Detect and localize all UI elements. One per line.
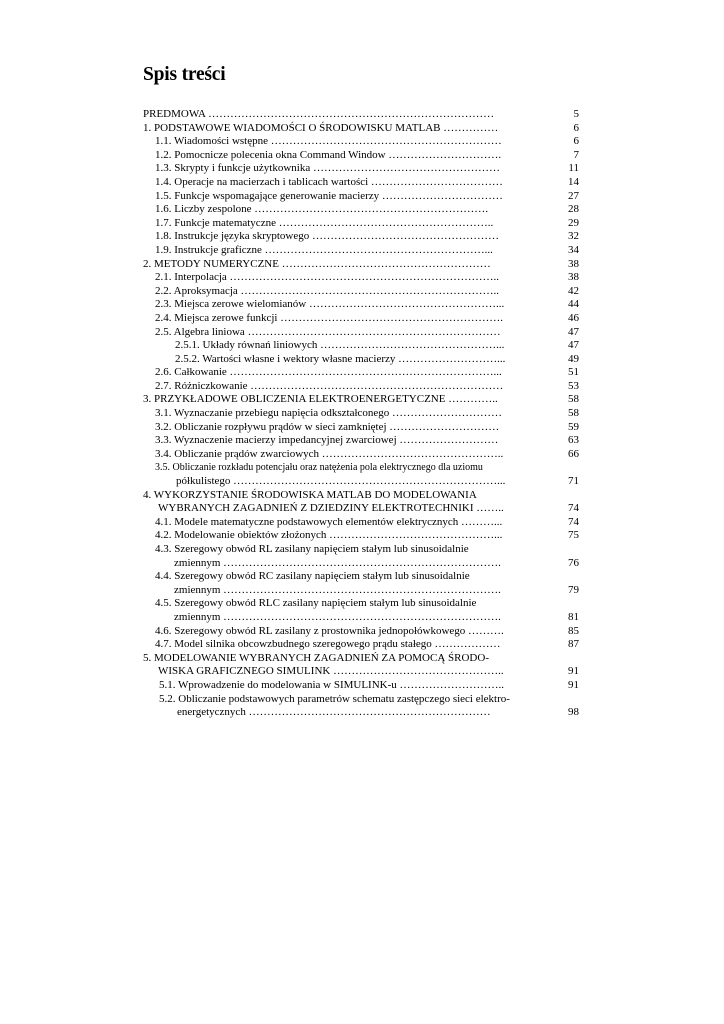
toc-entry-page: 71 — [568, 475, 579, 488]
toc-entry — [0, 475, 724, 489]
toc-entry — [0, 312, 724, 326]
toc-entry-page: 44 — [568, 298, 579, 311]
toc-entry-page: 6 — [573, 135, 579, 148]
toc-entry — [0, 584, 724, 598]
toc-entry — [0, 597, 724, 611]
toc-entry — [0, 298, 724, 312]
toc-entry-title: 2.5.1. Układy równań liniowych …………………………………………... — [175, 339, 505, 352]
toc-entry — [0, 258, 724, 272]
toc-entry-page: 27 — [568, 189, 579, 202]
toc-entry-page: 76 — [568, 556, 579, 569]
toc-entry-title: 1.2. Pomocnicze polecenia okna Command Window …………………………. — [155, 148, 502, 161]
toc-entry-title: 4.1. Modele matematyczne podstawowych elementów elektrycznych ………... — [155, 515, 503, 528]
toc-entry-title: 5. MODELOWANIE WYBRANYCH ZAGADNIEŃ ZA POMOCĄ ŚRODO- — [143, 651, 489, 664]
toc-entry-title: 3.2. Obliczanie rozpływu prądów w sieci zamkniętej ………………………… — [155, 420, 500, 433]
toc-entry-title: 2.3. Miejsca zerowe wielomianów ……………………………………………... — [155, 298, 505, 311]
toc-entry-title: 1.5. Funkcje wspomagające generowanie macierzy …………………………… — [155, 189, 503, 202]
toc-entry-title: zmiennym …………………………………………………………………. — [174, 556, 501, 569]
toc-entry-title: 3.4. Obliczanie prądów zwarciowych ………………………………………….. — [155, 447, 504, 460]
toc-entry — [0, 285, 724, 299]
toc-entry-page: 51 — [568, 366, 579, 379]
toc-entry — [0, 461, 724, 475]
toc-entry — [0, 570, 724, 584]
toc-entry-title: 5.2. Obliczanie podstawowych parametrów schematu zastępczego sieci elektro- — [159, 692, 510, 705]
toc-entry-title: 1. PODSTAWOWE WIADOMOŚCI O ŚRODOWISKU MATLAB …………… — [143, 121, 499, 134]
toc-entry-title: 2.6. Całkowanie ………………………………………………………………... — [155, 366, 502, 379]
toc-entry-title: 1.3. Skrypty i funkcje użytkownika …………………………………………… — [155, 162, 500, 175]
toc-entry-title: WYBRANYCH ZAGADNIEŃ Z DZIEDZINY ELEKTROTECHNIKI …….. — [158, 502, 504, 515]
toc-entry — [0, 326, 724, 340]
toc-entry-title: zmiennym …………………………………………………………………. — [174, 583, 501, 596]
toc-entry-title: 4.5. Szeregowy obwód RLC zasilany napięciem stałym lub sinusoidalnie — [155, 597, 477, 610]
toc-entry-page: 98 — [568, 706, 579, 719]
toc-entry-page: 79 — [568, 583, 579, 596]
toc-entry-title: 1.7. Funkcje matematyczne ………………………………………………….. — [155, 216, 494, 229]
toc-entry — [0, 353, 724, 367]
toc-entry-page: 74 — [568, 515, 579, 528]
toc-entry-title: 4.4. Szeregowy obwód RC zasilany napięciem stałym lub sinusoidalnie — [155, 570, 470, 583]
toc-entry-title: 1.1. Wiadomości wstępne ……………………………………………………… — [155, 135, 502, 148]
toc-entry-title: półkulistego ………………………………………………………………... — [176, 475, 506, 488]
toc-entry-page: 7 — [573, 148, 579, 161]
toc-entry — [0, 557, 724, 571]
toc-entry — [0, 625, 724, 639]
toc-entry — [0, 108, 724, 122]
toc-entry-title: 1.9. Instrukcje graficzne ……………………………………………………... — [155, 243, 493, 256]
toc-entry — [0, 434, 724, 448]
toc-entry-page: 14 — [568, 175, 579, 188]
toc-entry-page: 75 — [568, 529, 579, 542]
toc-entry — [0, 489, 724, 503]
toc-entry-title: 4.6. Szeregowy obwód RL zasilany z prostownika jednopołówkowego ………. — [155, 624, 504, 637]
toc-entry — [0, 203, 724, 217]
toc-entry — [0, 162, 724, 176]
toc-entry-page: 81 — [568, 610, 579, 623]
toc-entry — [0, 502, 724, 516]
toc-entry — [0, 665, 724, 679]
toc-entry — [0, 271, 724, 285]
toc-entry-page: 11 — [568, 162, 579, 175]
toc-entry — [0, 339, 724, 353]
toc-entry-page: 74 — [568, 502, 579, 515]
toc-entry-page: 87 — [568, 638, 579, 651]
toc-entry — [0, 244, 724, 258]
toc-entry — [0, 407, 724, 421]
toc-entry-page: 53 — [568, 379, 579, 392]
toc-entry — [0, 217, 724, 231]
toc-entry-title: PREDMOWA …………………………………………………………………… — [143, 108, 495, 120]
toc-entry-page: 91 — [568, 678, 579, 691]
toc-entry — [0, 393, 724, 407]
toc-entry-title: 2.5. Algebra liniowa …………………………………………………………… — [155, 325, 501, 338]
toc-entry-title: 5.1. Wprowadzenie do modelowania w SIMULINK-u ……………………….. — [159, 678, 505, 691]
toc-entry-page: 34 — [568, 243, 579, 256]
toc-entry-title: WISKA GRAFICZNEGO SIMULINK ……………………………………….. — [158, 665, 504, 678]
toc-entry-page: 58 — [568, 407, 579, 420]
toc-entry-page: 85 — [568, 624, 579, 637]
toc-entry — [0, 135, 724, 149]
toc-entry — [0, 638, 724, 652]
toc-entry-title: 1.4. Operacje na macierzach i tablicach wartości ……………………………… — [155, 175, 503, 188]
toc-entry — [0, 176, 724, 190]
toc-entry-title: 4. WYKORZYSTANIE ŚRODOWISKA MATLAB DO MODELOWANIA — [143, 488, 477, 501]
toc-entry — [0, 149, 724, 163]
toc-entry-title: 3.3. Wyznaczenie macierzy impedancyjnej zwarciowej ……………………… — [155, 434, 499, 447]
toc-entry-page: 59 — [568, 420, 579, 433]
toc-entry-page: 47 — [568, 325, 579, 338]
toc-entry-title: 1.8. Instrukcje języka skryptowego …………………………………………… — [155, 230, 500, 243]
toc-entry-page: 6 — [573, 121, 579, 134]
toc-entry-page: 58 — [568, 393, 579, 406]
toc-entry-page: 28 — [568, 203, 579, 216]
toc-entry-title: 1.6. Liczby zespolone ………………………………………………………. — [155, 203, 489, 216]
toc-entry — [0, 230, 724, 244]
toc-entry-page: 38 — [568, 271, 579, 284]
toc-entry-title: 3.1. Wyznaczanie przebiegu napięcia odkształconego ………………………… — [155, 407, 503, 420]
toc-entry-page: 29 — [568, 216, 579, 229]
toc-entry-page: 32 — [568, 230, 579, 243]
toc-entry-page: 63 — [568, 434, 579, 447]
toc-entry — [0, 448, 724, 462]
toc-entry-title: 2.5.2. Wartości własne i wektory własne macierzy ………………………... — [175, 352, 506, 365]
toc-entry-page: 46 — [568, 311, 579, 324]
toc-entry-title: 2.4. Miejsca zerowe funkcji ……………………………………………………. — [155, 311, 503, 324]
toc-entry — [0, 380, 724, 394]
toc-entry-title: 3.5. Obliczanie rozkładu potencjału oraz natężenia pola elektrycznego dla uziomu — [155, 462, 483, 474]
toc-entry — [0, 652, 724, 666]
toc-entry — [0, 543, 724, 557]
page-title: Spis treści — [143, 64, 226, 85]
toc-entry-title: energetycznych ………………………………………………………… — [177, 706, 491, 719]
table-of-contents — [0, 108, 724, 720]
toc-entry-title: zmiennym …………………………………………………………………. — [174, 610, 501, 623]
toc-entry-title: 2. METODY NUMERYCZNE ………………………………………………… — [143, 257, 491, 270]
toc-entry-page: 47 — [568, 339, 579, 352]
toc-entry-page: 66 — [568, 447, 579, 460]
toc-entry-title: 2.2. Aproksymacja …………………………………………………………….. — [155, 284, 500, 297]
toc-entry — [0, 421, 724, 435]
toc-entry — [0, 693, 724, 707]
toc-entry — [0, 611, 724, 625]
toc-entry-page: 5 — [573, 108, 579, 120]
toc-entry-title: 4.7. Model silnika obcowzbudnego szeregowego prądu stałego ……………… — [155, 638, 501, 651]
toc-entry — [0, 366, 724, 380]
toc-entry-title: 2.7. Różniczkowanie …………………………………………………………… — [155, 379, 504, 392]
toc-entry-title: 4.2. Modelowanie obiektów złożonych ………………………………………... — [155, 529, 503, 542]
toc-entry — [0, 529, 724, 543]
toc-entry-page: 91 — [568, 665, 579, 678]
toc-entry — [0, 706, 724, 720]
toc-entry — [0, 516, 724, 530]
toc-entry — [0, 190, 724, 204]
toc-entry-title: 3. PRZYKŁADOWE OBLICZENIA ELEKTROENERGETYCZNE ………….. — [143, 393, 498, 406]
toc-entry-page: 49 — [568, 352, 579, 365]
toc-entry-title: 2.1. Interpolacja ……………………………………………………………….. — [155, 271, 500, 284]
toc-entry — [0, 122, 724, 136]
toc-entry — [0, 679, 724, 693]
toc-entry-title: 4.3. Szeregowy obwód RL zasilany napięciem stałym lub sinusoidalnie — [155, 543, 469, 555]
toc-entry-page: 42 — [568, 284, 579, 297]
toc-entry-page: 38 — [568, 257, 579, 270]
